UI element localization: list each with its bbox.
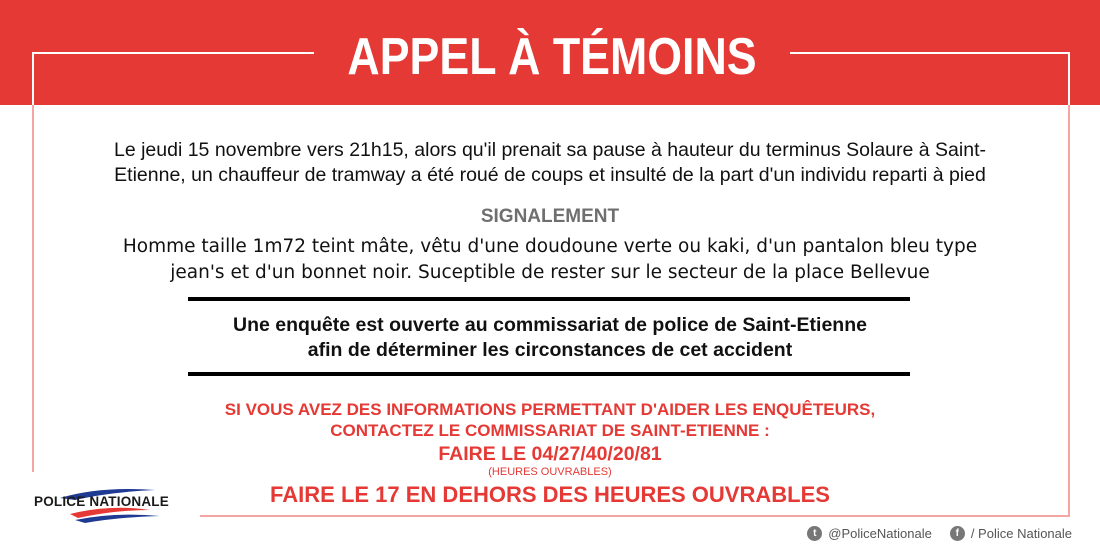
- facebook-icon[interactable]: f: [950, 526, 965, 541]
- contact-phone: FAIRE LE 04/27/40/20/81: [438, 443, 662, 465]
- signalement-description: [30, 234, 1070, 286]
- frame-right-edge-top: [1068, 52, 1070, 105]
- twitter-handle[interactable]: @PoliceNationale: [828, 526, 932, 541]
- incident-line-1: Le jeudi 15 novembre vers 21h15, alors qu'il prenait sa pause à hauteur du terminus Solaure à Saint-: [113, 139, 986, 161]
- twitter-icon[interactable]: t: [807, 526, 822, 541]
- frame-top-edge-right: [790, 52, 1070, 54]
- frame-left-edge-top: [32, 52, 34, 105]
- contact-line-2: CONTACTEZ LE COMMISSARIAT DE SAINT-ETIENNE :: [330, 421, 770, 440]
- investigation-line-1: Une enquête est ouverte au commissariat de police de Saint-Etienne: [233, 314, 867, 336]
- page-title: APPEL À TÉMOINS: [347, 28, 757, 86]
- signalement-heading: SIGNALEMENT: [480, 206, 620, 227]
- emergency-number: FAIRE LE 17 EN DEHORS DES HEURES OUVRABLES: [270, 482, 830, 507]
- police-nationale-logo: [30, 484, 190, 524]
- divider-bottom: [188, 372, 910, 376]
- contact-hours-note: (HEURES OUVRABLES): [488, 466, 612, 478]
- investigation-notice: [0, 313, 1100, 363]
- divider-top: [188, 297, 910, 301]
- logo-text: POLICE NATIONALE: [34, 494, 169, 509]
- signalement-line-1: Homme taille 1m72 teint mâte, vêtu d'une doudoune verte ou kaki, d'un pantalon bleu type: [122, 236, 978, 257]
- contact-line-1: SI VOUS AVEZ DES INFORMATIONS PERMETTANT D'AIDER LES ENQUÊTEURS,: [224, 400, 876, 419]
- social-links: [807, 526, 1072, 541]
- contact-block: [0, 399, 1100, 478]
- incident-description: [40, 138, 1060, 188]
- signalement-line-2: jean's et d'un bonnet noir. Suceptible de rester sur le secteur de la place Bellevue: [170, 262, 930, 283]
- facebook-handle[interactable]: / Police Nationale: [970, 526, 1072, 541]
- incident-line-2: Etienne, un chauffeur de tramway a été roué de coups et insulté de la part d'un individu reparti à pied: [114, 164, 986, 186]
- frame-top-edge-left: [32, 52, 314, 54]
- investigation-line-2: afin de déterminer les circonstances de cet accident: [307, 339, 793, 361]
